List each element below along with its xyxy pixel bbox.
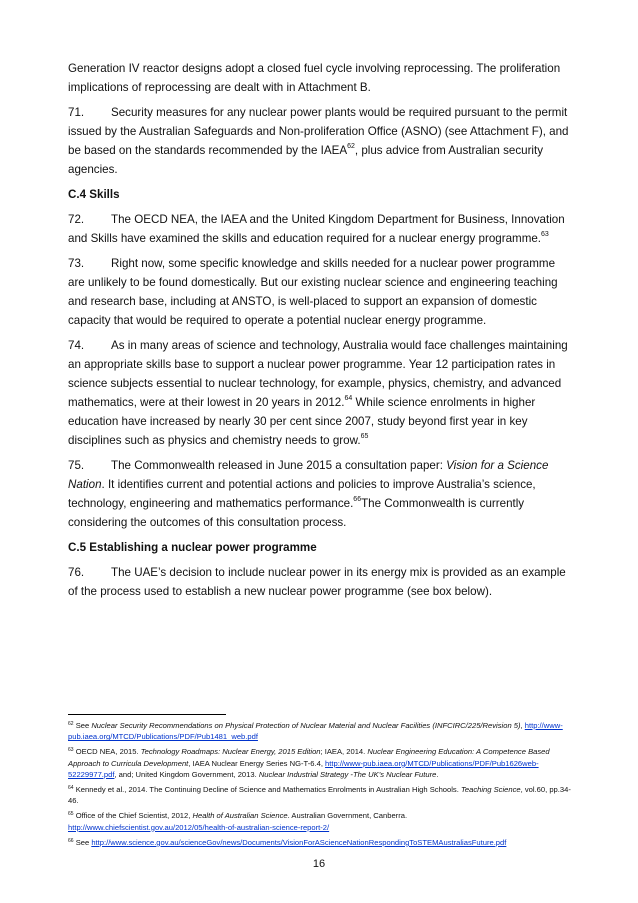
footnote-text: ; IAEA, 2014. — [320, 747, 368, 757]
paragraph-number: 71. — [68, 106, 85, 119]
body-text — [68, 59, 571, 607]
section-heading-establishing: C.5 Establishing a nuclear power programme — [68, 541, 317, 554]
footnote-number: 62 — [68, 721, 74, 727]
footnote-text: See — [75, 721, 92, 730]
footnote-ref-65[interactable]: 65 — [360, 433, 369, 440]
footnote-text: OECD NEA, 2015. — [75, 747, 141, 757]
footnote-66 — [68, 837, 571, 848]
footnote-ref-62[interactable]: 62 — [347, 143, 355, 150]
paragraph-72 — [68, 210, 571, 248]
footnote-text: Kennedy et al., 2014. The Continuing Decline of Science and Mathematics Enrolments in Australian High Schools. — [75, 785, 461, 795]
paragraph-number: 76. — [68, 566, 85, 579]
footnote-text: Office of the Chief Scientist, 2012, — [75, 811, 193, 821]
paragraph-text: Right now, some specific knowledge and skills needed for a nuclear power programme are unlikely to be found domestically. But our existing nuclear science and engineering teaching and research base, including at ANSTO, is well-placed to support an expansion of domestic capacity that would be required to operate a potential nuclear energy programme. — [68, 257, 558, 327]
page-number: 16 — [312, 858, 326, 870]
paragraph-text: The OECD NEA, the IAEA and the United Kingdom Department for Business, Innovation and Skills have examined the skills and education required for a nuclear energy programme. — [68, 213, 565, 245]
footnote-text: . Australian Government, Canberra. — [287, 811, 408, 821]
paragraph-text: The UAE’s decision to include nuclear power in its energy mix is provided as an example of the process used to establish a new nuclear power programme (see box below). — [68, 566, 566, 598]
footnote-63 — [68, 746, 571, 780]
footnote-title: Nuclear Security Recommendations on Physical Protection of Nuclear Material and Nuclear Facilities (INFCIRC/225/Revision 5) — [91, 721, 521, 730]
paragraph-74 — [68, 336, 571, 450]
paragraph-76 — [68, 563, 571, 601]
paragraph-text: Generation IV reactor designs adopt a closed fuel cycle involving reprocessing. The proliferation implications of reprocessing are dealt with in Attachment B. — [68, 62, 561, 94]
paragraph-number: 73. — [68, 257, 85, 270]
footnote-number: 63 — [68, 747, 74, 754]
footnotes — [68, 720, 571, 852]
paragraph-text: While science enrolments in higher education have increased by nearly 30 per cent since 2007, study beyond first year in key disciplines such as physics and chemistry needs to grow. — [68, 396, 536, 447]
paragraph-text: . It identifies current and potential actions and policies to improve Australia’s science, technology, engineering and mathematics performance. — [68, 478, 536, 510]
paragraph-text: As in many areas of science and technology, Australia would face challenges maintaining an appropriate skills base to support a nuclear power programme. Year 12 participation rates in science subjects essential to nuclear technology, for example, physics, chemistry, and advanced mathematics, were at their lowest in 20 years in 2012. — [68, 339, 568, 409]
footnote-title: Nuclear Industrial Strategy -The UK’s Nuclear Future — [258, 769, 437, 779]
footnote-link[interactable]: http://www.chiefscientist.gov.au/2012/05/health-of-australian-science-report-2/ — [68, 822, 330, 832]
footnote-link[interactable]: http://www-pub.iaea.org/MTCD/Publications/PDF/Pub1626web-52229977.pdf — [68, 758, 539, 779]
footnote-text: See — [75, 837, 92, 847]
footnote-64 — [68, 784, 571, 806]
footnote-link[interactable]: http://www-pub.iaea.org/MTCD/Publications/PDF/Pub1481_web.pdf — [68, 721, 563, 742]
footnote-number: 65 — [68, 811, 74, 818]
footnote-link[interactable]: http://www.science.gov.au/scienceGov/news/Documents/VisionForAScienceNationRespondingToSTEMAustraliasFuture.pdf — [91, 837, 507, 847]
paragraph-text: The Commonwealth released in June 2015 a consultation paper: — [111, 459, 447, 472]
paragraph-text: Security measures for any nuclear power plants would be required pursuant to the permit issued by the Australian Safeguards and Non-proliferation Office (ASNO) (see Attachment F), and be based on the standards recommended by the IAEA — [68, 106, 569, 157]
footnote-title: Teaching Science — [460, 785, 521, 795]
footnote-ref-63[interactable]: 63 — [541, 231, 549, 238]
paragraph-number: 75. — [68, 459, 85, 472]
paragraph-text: , plus advice from Australian security agencies. — [68, 144, 544, 176]
paragraph-75 — [68, 456, 571, 532]
footnote-number: 66 — [68, 837, 74, 844]
footnote-65 — [68, 810, 571, 832]
footnote-number: 64 — [68, 785, 74, 792]
paragraph-73 — [68, 254, 571, 330]
document-title: Vision for a Science Nation — [68, 459, 549, 491]
footnote-separator — [68, 714, 226, 715]
footnote-title: Technology Roadmaps: Nuclear Energy, 2015 Edition — [140, 747, 321, 757]
paragraph-number: 72. — [68, 213, 85, 226]
footnote-62 — [68, 720, 571, 742]
footnote-ref-66[interactable]: 66 — [353, 496, 362, 503]
paragraph-number: 74. — [68, 339, 85, 352]
footnote-text: , and; United Kingdom Government, 2013. — [114, 769, 259, 779]
footnote-title: Health of Australian Science — [192, 811, 288, 821]
paragraph-intro — [68, 59, 571, 97]
footnote-text: , IAEA Nuclear Energy Series NG-T-6.4, — [188, 758, 326, 768]
paragraph-71 — [68, 103, 571, 179]
footnote-ref-64[interactable]: 64 — [344, 395, 353, 402]
section-heading-skills: C.4 Skills — [68, 188, 120, 201]
footnote-text: . — [436, 769, 439, 779]
footnote-title: Nuclear Engineering Education: A Competence Based Approach to Curricula Development — [68, 747, 550, 768]
footnote-text: , — [520, 721, 525, 730]
footnote-text: , vol.60, pp.34-46. — [68, 785, 571, 806]
paragraph-text: The Commonwealth is currently considering the outcomes of this consultation process. — [68, 497, 525, 529]
